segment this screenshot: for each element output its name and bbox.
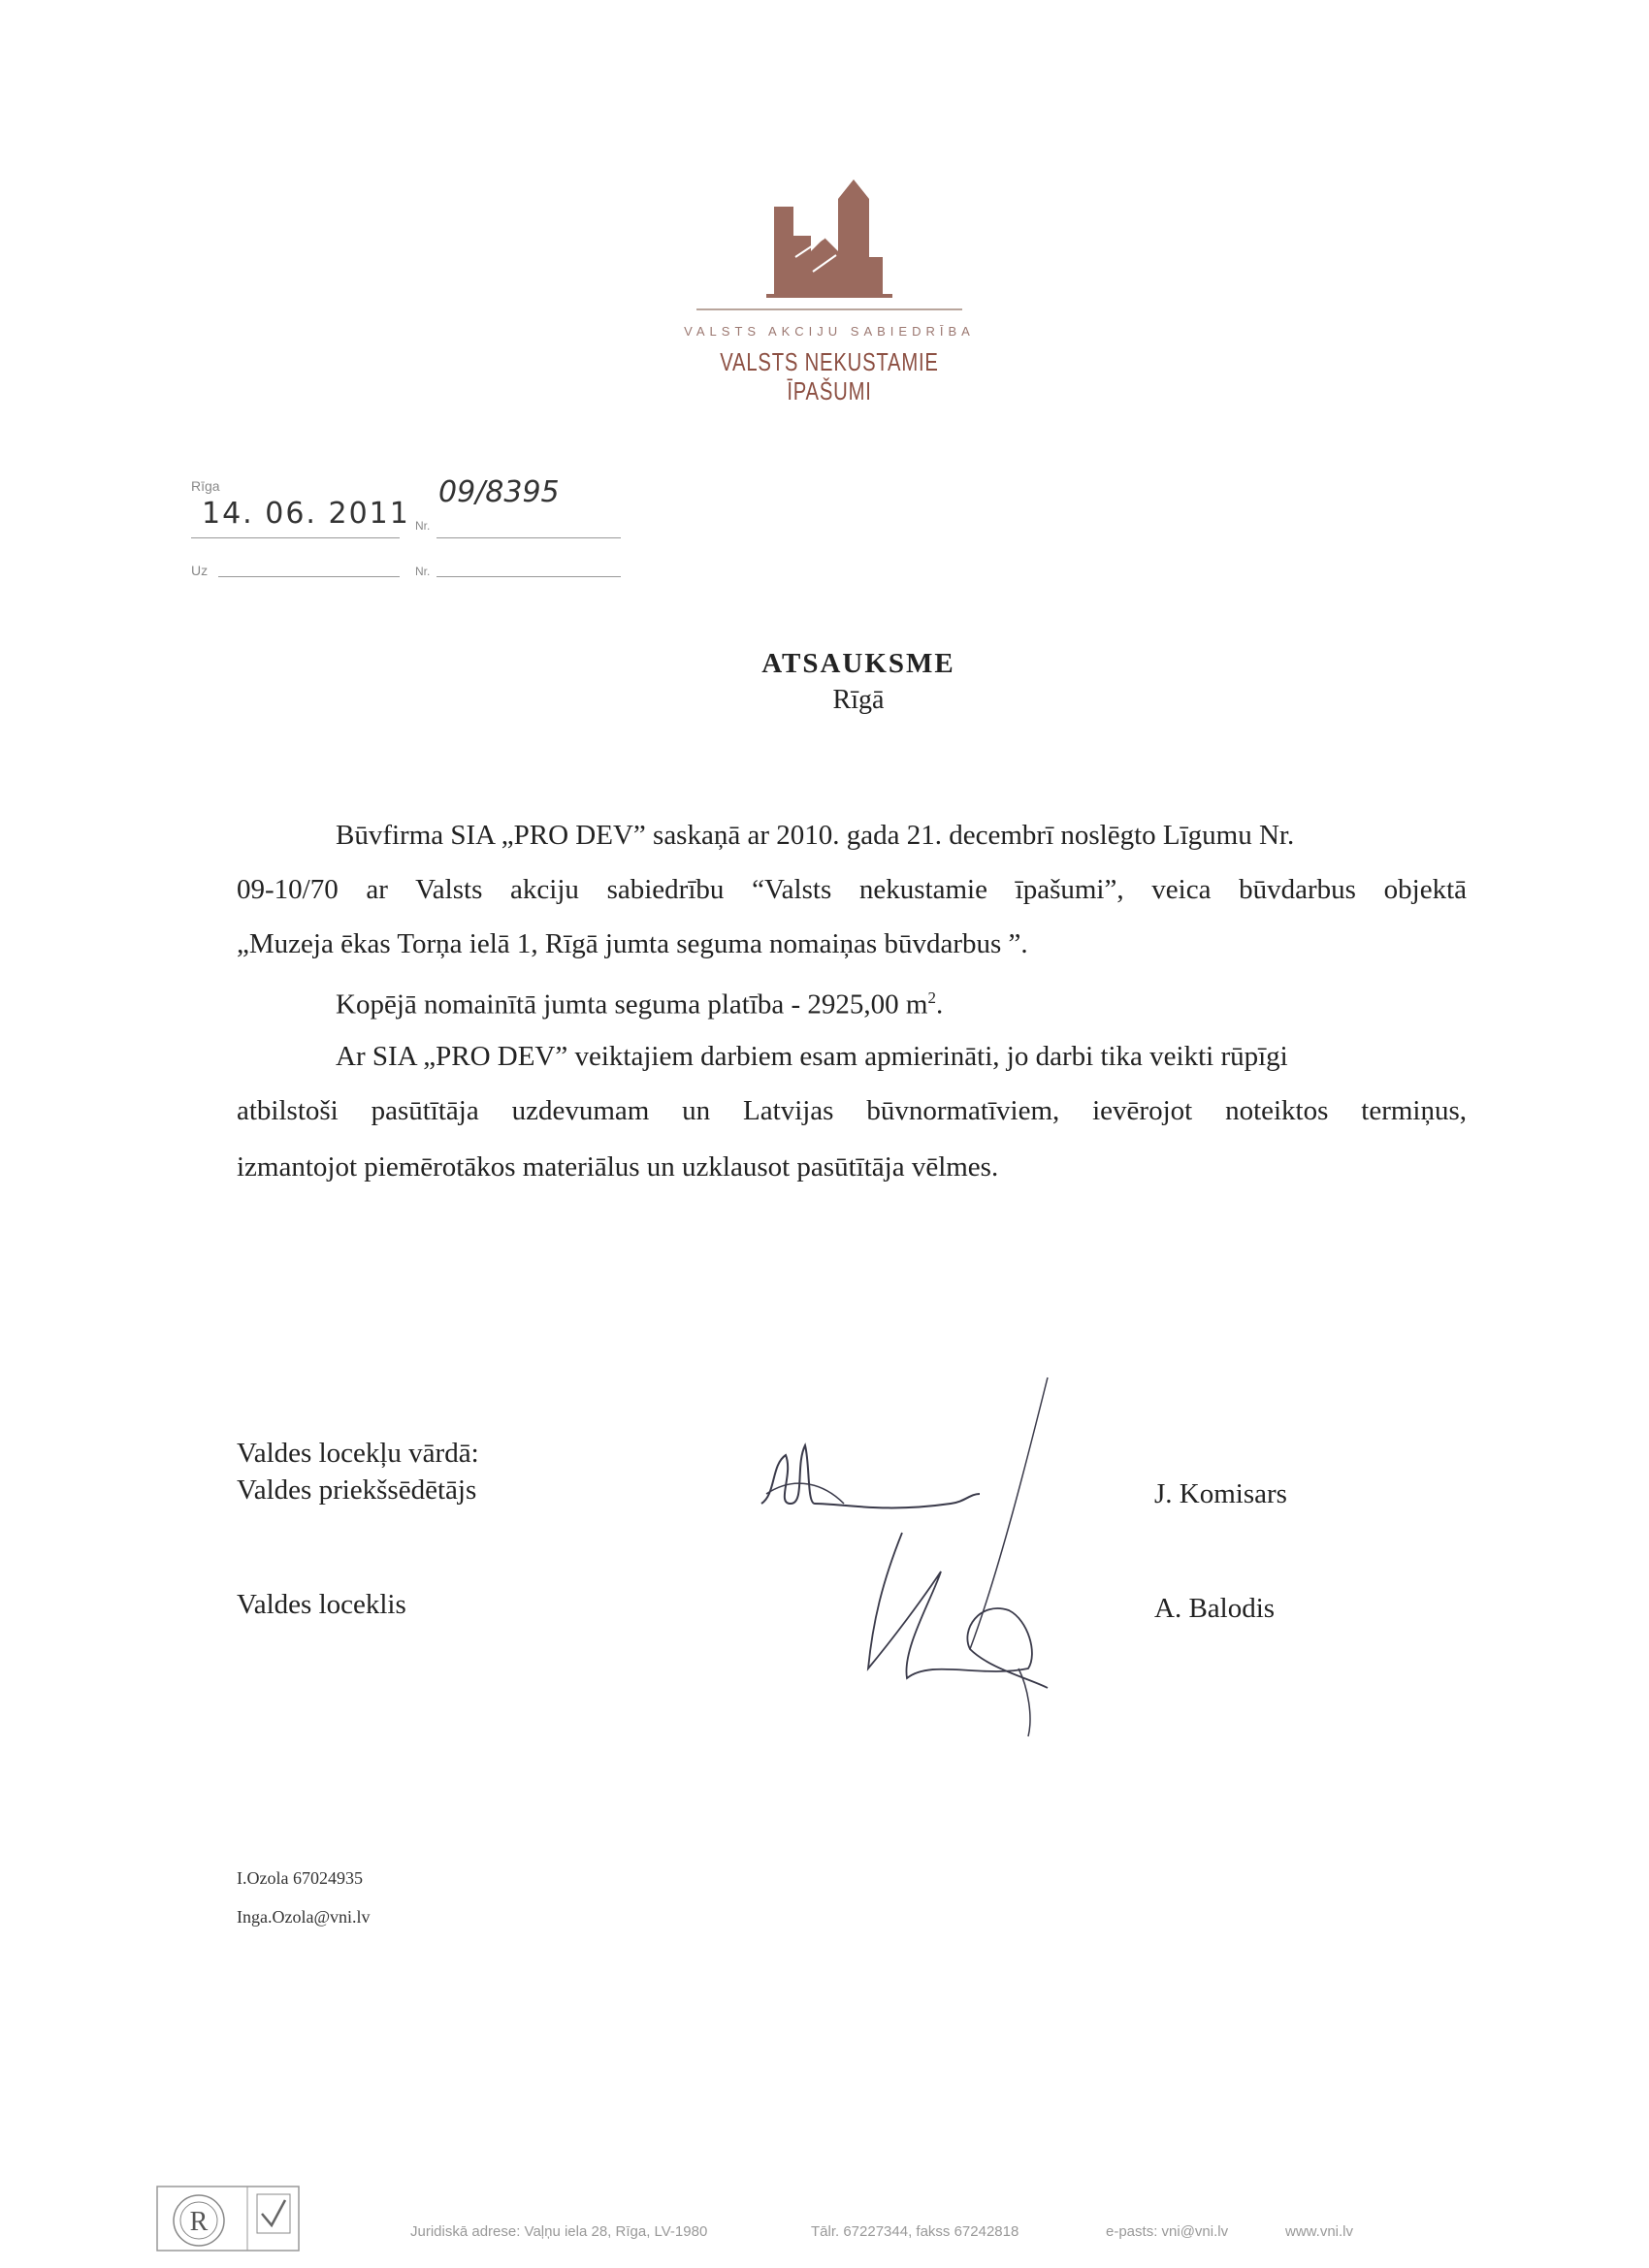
document-title: ATSAUKSME <box>761 648 955 679</box>
logo-building-icon <box>766 179 892 315</box>
footer-website: www.vni.lv <box>1285 2223 1354 2240</box>
paragraph2-superscript: 2 <box>927 988 936 1007</box>
signature-label-member: Valdes loceklis <box>237 1589 406 1620</box>
footer-phone: Tālr. 67227344, fakss 67242818 <box>811 2223 1019 2240</box>
nr-label: Nr. <box>415 519 431 533</box>
paragraph2 <box>336 982 943 1021</box>
paragraph2-text: Kopējā nomainītā jumta seguma platība - 2925,00 m <box>336 988 928 1021</box>
paragraph3-line2: atbilstoši pasūtītāja uzdevumam un Latvijas būvnormatīviem, ievērojot noteiktos termiņus, <box>237 1095 1467 1126</box>
logo-name-line1: VALSTS NEKUSTAMIE <box>720 347 939 376</box>
place-label: Rīga <box>191 478 220 494</box>
contact-person: I.Ozola 67024935 <box>237 1868 363 1888</box>
nr-line-2 <box>436 576 621 577</box>
number-line <box>436 537 621 538</box>
signature-label-board: Valdes locekļu vārdā: <box>237 1438 479 1469</box>
certification-logos <box>155 2185 301 2252</box>
document-subtitle: Rīgā <box>832 685 885 715</box>
date-line <box>191 537 400 538</box>
signatory-name-1: J. Komisars <box>1154 1478 1287 1509</box>
paragraph1-line2: 09-10/70 ar Valsts akciju sabiedrību “Valsts nekustamie īpašumi”, veica būvdarbus objektā <box>237 874 1467 905</box>
document-number: 09/8395 <box>438 475 560 509</box>
logo-name <box>697 347 962 405</box>
paragraph1-line1: Būvfirma SIA „PRO DEV” saskaņā ar 2010. gada 21. decembrī noslēgto Līgumu Nr. <box>336 820 1295 851</box>
paragraph3-line3: izmantojot piemērotākos materiālus un uzklausot pasūtītāja vēlmes. <box>237 1151 999 1183</box>
footer-address: Juridiskā adrese: Vaļņu iela 28, Rīga, LV-1980 <box>410 2223 708 2240</box>
to-label: Uz <box>191 563 209 578</box>
logo-divider <box>696 308 962 310</box>
signatory-name-2: A. Balodis <box>1154 1593 1276 1624</box>
to-line <box>218 576 400 577</box>
paragraph1-line3: „Muzeja ēkas Torņa ielā 1, Rīgā jumta seguma nomaiņas būvdarbus ”. <box>237 928 1028 959</box>
footer-email: e-pasts: vni@vni.lv <box>1106 2223 1229 2240</box>
date-value: 14. 06. 2011 <box>202 497 410 531</box>
logo-tagline: VALSTS AKCIJU SABIEDRĪBA <box>684 324 975 339</box>
contact-email: Inga.Ozola@vni.lv <box>237 1907 371 1927</box>
logo-name-line2: ĪPAŠUMI <box>787 376 872 405</box>
nr-label-2: Nr. <box>415 565 431 578</box>
signature-label-chairman: Valdes priekšsēdētājs <box>237 1474 477 1506</box>
paragraph3-line1: Ar SIA „PRO DEV” veiktajiem darbiem esam apmierināti, jo darbi tika veikti rūpīgi <box>336 1041 1288 1072</box>
svg-text:R: R <box>189 2207 209 2237</box>
handwritten-signatures <box>737 1358 1086 1746</box>
paragraph2-end: . <box>935 988 944 1021</box>
